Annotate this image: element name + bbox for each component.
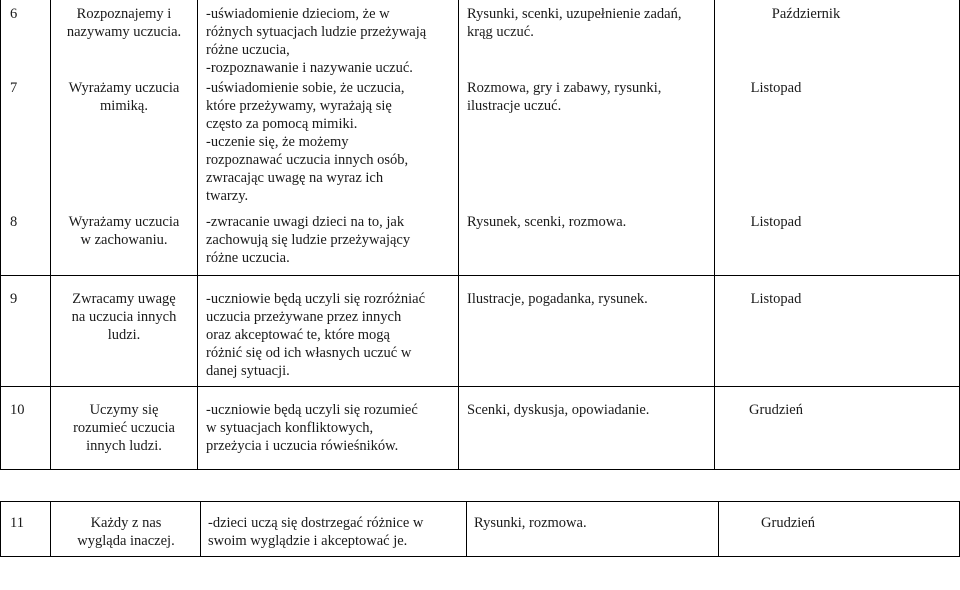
row-8-month: Listopad <box>750 214 802 230</box>
row-7-goals: -uświadomienie sobie, że uczucia, które przeżywamy, wyrażają się często za pomocą mimiki. -uczenie się, że możemy rozpoznawać uczucia innych osób, zwracając uwagę na wyraz ich twarzy. <box>206 80 409 204</box>
table2-bottom-border <box>0 556 960 557</box>
row-8-number: 8 <box>10 214 18 230</box>
row-10-goals: -uczniowie będą uczyli się rozumieć w sytuacjach konfliktowych, przeżycia i uczucia rówieśników. <box>206 402 418 454</box>
table1-col-divider-3 <box>458 0 459 470</box>
table2-col-divider-2 <box>200 501 201 557</box>
row-8-methods: Rysunek, scenki, rozmowa. <box>467 214 627 230</box>
row-9-number: 9 <box>10 291 18 307</box>
row-10-topic: Uczymy się rozumieć uczucia innych ludzi. <box>73 402 175 454</box>
row-6-number: 6 <box>10 6 18 22</box>
row-6-goals: -uświadomienie dzieciom, że w różnych sytuacjach ludzie przeżywają różne uczucia, -rozpoznawanie i nazywanie uczuć. <box>206 6 427 76</box>
row-7-topic: Wyrażamy uczucia mimiką. <box>68 80 180 114</box>
row-10-methods: Scenki, dyskusja, opowiadanie. <box>467 402 650 418</box>
row-11-number: 11 <box>10 515 24 531</box>
row-11-goals: -dzieci uczą się dostrzegać różnice w swoim wyglądzie i akceptować je. <box>208 515 424 549</box>
row-7-number: 7 <box>10 80 18 96</box>
table2-col-divider-3 <box>466 501 467 557</box>
table2-left-border <box>0 501 1 557</box>
table1-row-divider-2 <box>0 386 960 387</box>
row-7-month: Listopad <box>750 80 802 96</box>
row-6-methods: Rysunki, scenki, uzupełnienie zadań, krąg uczuć. <box>467 6 682 40</box>
row-6-month: Październik <box>771 6 841 22</box>
row-10-number: 10 <box>10 402 25 418</box>
row-9-goals: -uczniowie będą uczyli się rozróżniać uczucia przeżywane przez innych oraz akceptować te, które mogą różnić się od ich własnych uczuć w danej sytuacji. <box>206 291 426 379</box>
row-10-month: Grudzień <box>749 402 803 418</box>
table1-left-border <box>0 0 1 470</box>
row-11-methods: Rysunki, rozmowa. <box>474 515 587 531</box>
row-11-topic: Każdy z nas wygląda inaczej. <box>77 515 175 549</box>
table2-col-divider-1 <box>50 501 51 557</box>
table1-col-divider-1 <box>50 0 51 470</box>
row-11-month: Grudzień <box>761 515 815 531</box>
table1-col-divider-4 <box>714 0 715 470</box>
row-8-topic: Wyrażamy uczucia w zachowaniu. <box>68 214 180 248</box>
table2-col-divider-4 <box>718 501 719 557</box>
table2-top-border <box>0 501 960 502</box>
table1-bottom-border <box>0 469 960 470</box>
row-7-methods: Rozmowa, gry i zabawy, rysunki, ilustracje uczuć. <box>467 80 662 114</box>
row-9-methods: Ilustracje, pogadanka, rysunek. <box>467 291 648 307</box>
row-6-topic: Rozpoznajemy i nazywamy uczucia. <box>66 6 182 40</box>
row-8-goals: -zwracanie uwagi dzieci na to, jak zachowują się ludzie przeżywający różne uczucia. <box>206 214 411 266</box>
table1-row-divider-1 <box>0 275 960 276</box>
table1-col-divider-2 <box>197 0 198 470</box>
row-9-topic: Zwracamy uwagę na uczucia innych ludzi. <box>71 291 177 343</box>
row-9-month: Listopad <box>750 291 802 307</box>
